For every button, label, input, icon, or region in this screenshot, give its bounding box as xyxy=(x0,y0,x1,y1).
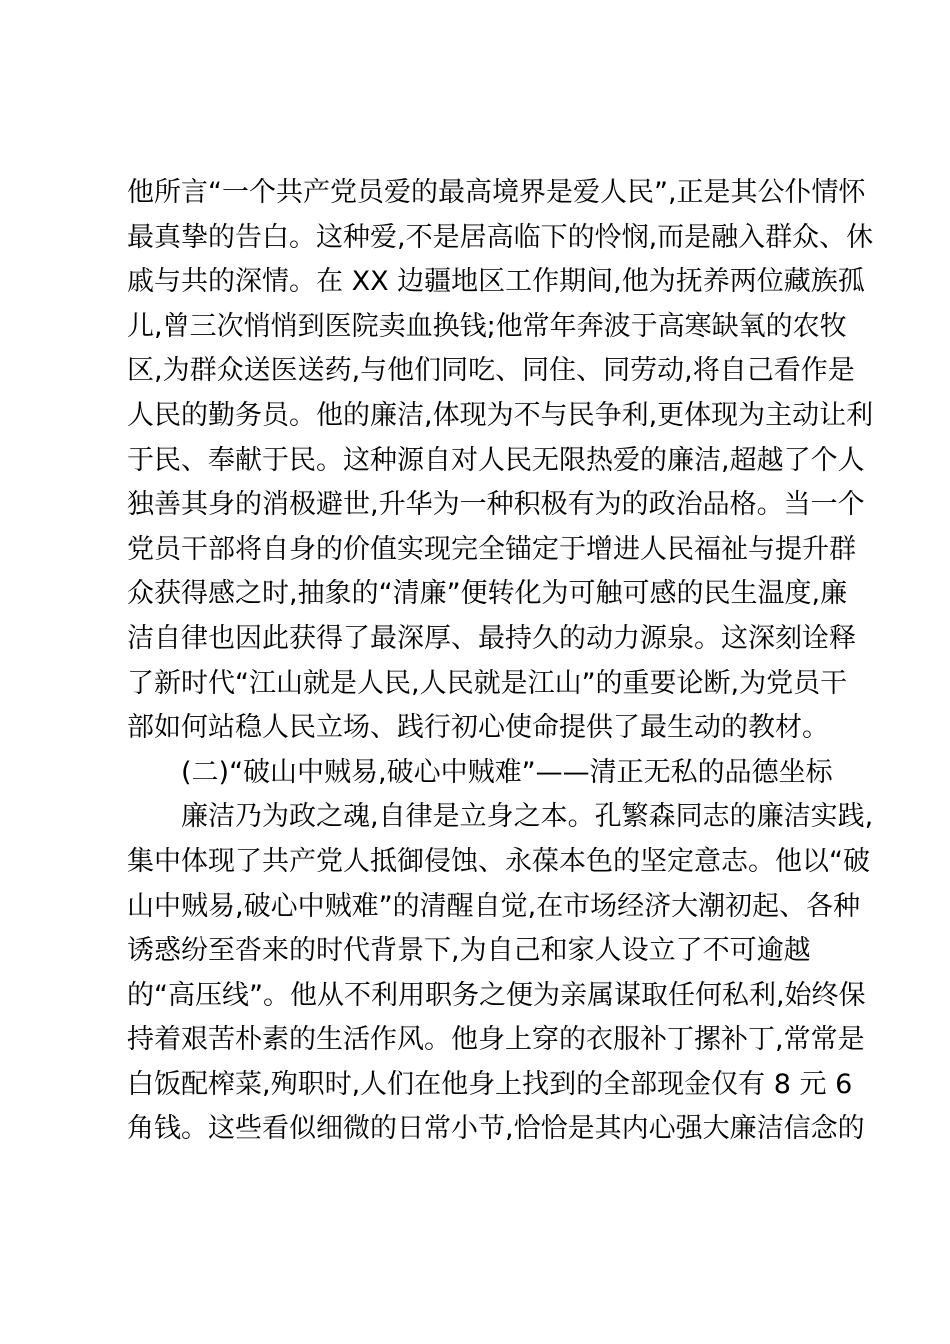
text-line: 区,为群众送医送药,与他们同吃、同住、同劳动,将自己看作是 xyxy=(127,355,855,387)
text-line: 山中贼易,破心中贼难”的清醒自觉,在市场经济大潮初起、各种 xyxy=(127,890,861,922)
text-line: 集中体现了共产党人抵御侵蚀、永葆本色的坚定意志。他以“破 xyxy=(127,845,870,877)
text-line: 戚与共的深情。在 XX 边疆地区工作期间,他为抚养两位藏族孤 xyxy=(127,266,865,298)
text-line: 他所言“一个共产党员爱的最高境界是爱人民”,正是其公仆情怀 xyxy=(127,177,866,208)
text-line: 角钱。这些看似细微的日常小节,恰恰是其内心强大廉洁信念的 xyxy=(127,1113,865,1145)
text-line: 洁自律也因此获得了最深厚、最持久的动力源泉。这深刻诠释 xyxy=(127,622,856,654)
text-line: 的“高压线”。他从不利用职务之便为亲属谋取任何私利,始终保 xyxy=(127,979,866,1011)
text-line: 持着艰苦朴素的生活作风。他身上穿的衣服补丁摞补丁,常常是 xyxy=(127,1024,865,1056)
section-heading: (二)“破山中贼易,破心中贼难”——清正无私的品德坐标 xyxy=(181,756,833,788)
text-line: 白饭配榨菜,殉职时,人们在他身上找到的全部现金仅有 8 元 6 xyxy=(127,1068,853,1100)
text-line: 众获得感之时,抽象的“清廉”便转化为可触可感的民生温度,廉 xyxy=(127,578,848,610)
text-line: 了新时代“江山就是人民,人民就是江山”的重要论断,为党员干 xyxy=(127,667,848,699)
text-line: 党员干部将自身的价值实现完全锚定于增进人民福祉与提升群 xyxy=(127,533,856,565)
text-line: 部如何站稳人民立场、践行初心使命提供了最生动的教材。 xyxy=(127,712,829,744)
body-text xyxy=(127,171,874,1152)
text-line: 独善其身的消极避世,升华为一种积极有为的政治品格。当一个 xyxy=(127,489,865,521)
text-line: 于民、奉献于民。这种源自对人民无限热爱的廉洁,超越了个人 xyxy=(127,444,865,476)
text-line: 诱惑纷至沓来的时代背景下,为自己和家人设立了不可逾越 xyxy=(127,935,811,967)
paragraph-first-line: 廉洁乃为政之魂,自律是立身之本。孔繁森同志的廉洁实践, xyxy=(181,801,874,833)
text-line: 人民的勤务员。他的廉洁,体现为不与民争利,更体现为主动让利 xyxy=(127,399,874,431)
text-line: 儿,曾三次悄悄到医院卖血换钱;他常年奔波于高寒缺氧的农牧 xyxy=(127,310,847,342)
text-line: 最真挚的告白。这种爱,不是居高临下的怜悯,而是融入群众、休 xyxy=(127,221,874,253)
